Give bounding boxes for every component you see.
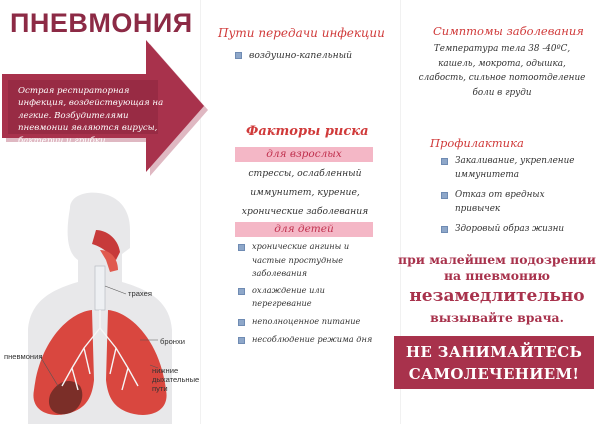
self-treatment-banner [394,336,594,389]
list-item: неполноценное питание [238,315,378,329]
warning-line: на пневмонию [443,268,551,283]
symptoms-heading: Симптомы заболевания [433,24,584,38]
arrow-description: Острая респираторная инфекция, воздействующая на легкие. Возбудителями пневмонии являются вирусы, бактерии и грибки. [18,86,164,146]
list-item: воздушно-капельный [235,48,395,63]
symptoms-line: боли в груди [472,87,532,98]
list-item: Отказ от вредных привычек [441,188,581,217]
warning-text [392,252,600,284]
banner-line: НЕ ЗАНИМАЙТЕСЬ [405,343,583,361]
label-pneumonia: пневмония [4,352,43,361]
adults-text-line: стрессы, ослабленный [248,168,362,179]
warning-emphasis: незамедлительно [409,286,585,306]
page-title: ПНЕВМОНИЯ [10,8,193,38]
list-item: охлаждение или перегревание [238,284,378,311]
warning-call-doctor: вызывайте врача. [430,310,564,325]
symptoms-line: Температура тела 38 -40ºС, [433,44,571,54]
symptoms-line: кашель, мокрота, одышка, [438,58,566,69]
adults-text [232,166,378,219]
label-lower-airways-line: дыхательные [152,375,200,384]
transmission-list [235,48,395,63]
label-lower-airways [152,366,199,393]
symptoms-line: слабость, сильное потоотделение [418,73,586,84]
list-item: Здоровый образ жизни [441,222,581,236]
list-item: Закаливание, укрепление иммунитета [441,154,581,183]
kids-list [238,240,378,346]
label-trachea: трахея [128,289,152,298]
transmission-heading: Пути передачи инфекции [218,26,385,40]
risk-heading: Факторы риска [246,124,369,139]
symptoms-text [404,42,600,100]
banner-line: САМОЛЕЧЕНИЕМ! [408,365,580,383]
warning-line: при малейшем подозрении [398,252,596,267]
adults-text-line: иммунитет, курение, [250,187,360,198]
label-bronchi: бронхи [160,337,186,346]
adults-label: для взрослых [235,147,373,162]
kids-label: для детей [235,222,373,237]
list-item: несоблюдение режима дня [238,333,378,347]
list-item: хронические ангины и частые простудные заболевания [238,240,378,281]
prevention-list [441,154,581,236]
prevention-heading: Профилактика [430,136,524,150]
label-lower-airways-line: пути [152,384,168,393]
label-lower-airways-line: нижние [152,366,179,375]
adults-text-line: хронические заболевания [241,206,369,217]
